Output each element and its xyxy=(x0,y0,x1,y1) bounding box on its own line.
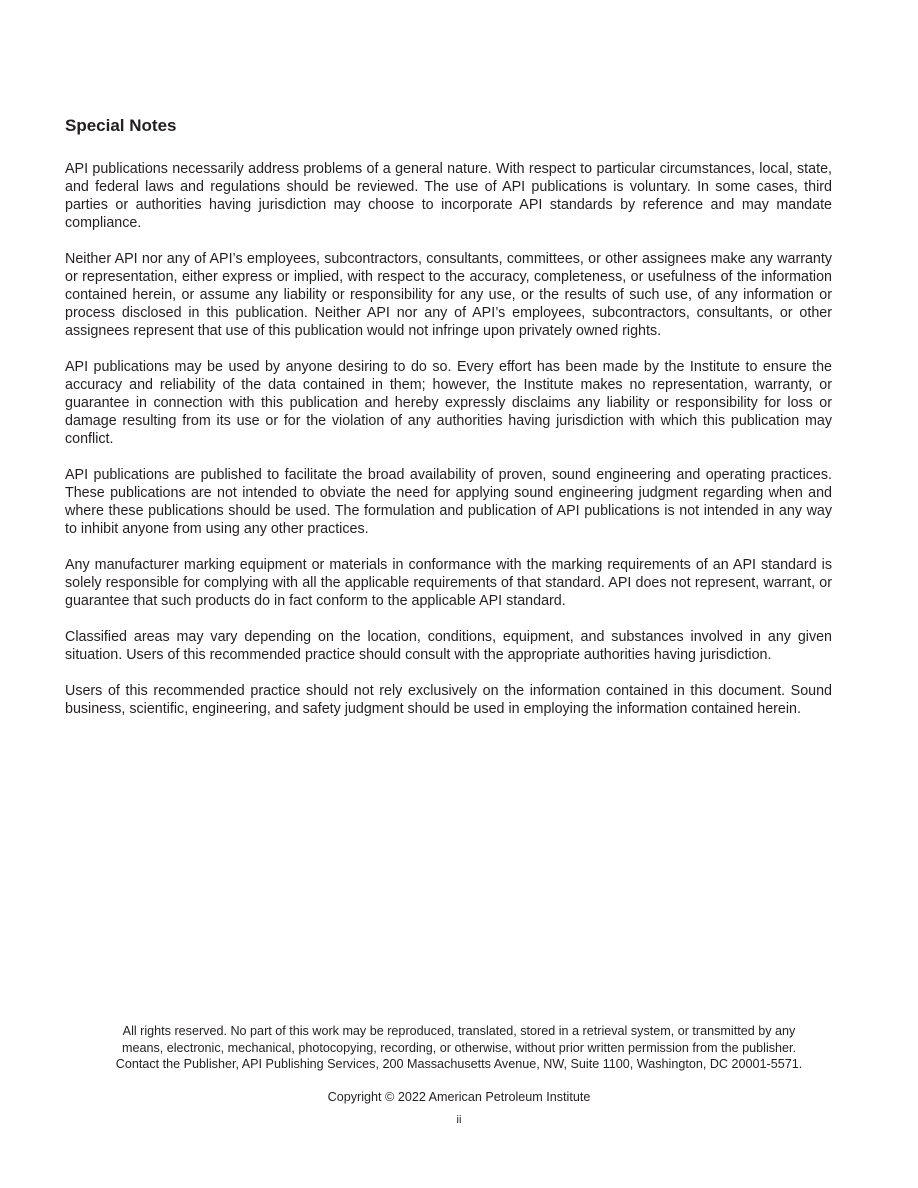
paragraph-user-judgment: Users of this recommended practice should not rely exclusively on the information contained in this document. Sound business, scientific, engineering, and safety judgment should be used in employing the information contained herein. xyxy=(65,683,832,717)
page-number: ii xyxy=(456,1114,462,1126)
paragraph-manufacturer-marking: Any manufacturer marking equipment or materials in conformance with the marking requirements of an API standard is solely responsible for complying with all the applicable requirements of that standard. API does not represent, warrant, or guarantee that such products do in fact conform to the applicable API standard. xyxy=(65,557,832,609)
page-title: Special Notes xyxy=(65,116,177,135)
rights-line: Contact the Publisher, API Publishing Services, 200 Massachusetts Avenue, NW, Suite 1100, Washington, DC 20001-5571. xyxy=(115,1057,803,1071)
paragraph-general-nature: API publications necessarily address problems of a general nature. With respect to particular circumstances, local, state, and federal laws and regulations should be reviewed. The use of API publications is voluntary. In some cases, third parties or authorities having jurisdiction may choose to incorporate API standards by reference and may mandate compliance. xyxy=(65,161,832,231)
paragraph-classified-areas: Classified areas may vary depending on the location, conditions, equipment, and substances involved in any given situation. Users of this recommended practice should consult with the appropriate authorities having jurisdiction. xyxy=(65,629,832,663)
special-notes-body xyxy=(65,160,832,736)
rights-notice xyxy=(60,1023,858,1073)
paragraph-use-by-anyone: API publications may be used by anyone desiring to do so. Every effort has been made by the Institute to ensure the accuracy and reliability of the data contained in them; however, the Institute makes no representation, warranty, or guarantee in connection with this publication and hereby expressly disclaims any liability or responsibility for loss or damage resulting from its use or for the violation of any authorities having jurisdiction with which this publication may conflict. xyxy=(65,359,832,447)
rights-line: means, electronic, mechanical, photocopying, recording, or otherwise, without prior written permission from the publisher. xyxy=(121,1040,797,1055)
paragraph-broad-availability: API publications are published to facilitate the broad availability of proven, sound engineering and operating practices. These publications are not intended to obviate the need for applying sound engineering judgment regarding when and where these publications should be used. The formulation and publication of API publications is not intended in any way to inhibit anyone from using any other practices. xyxy=(65,467,832,537)
copyright-notice: Copyright © 2022 American Petroleum Institute xyxy=(327,1090,591,1104)
paragraph-no-warranty: Neither API nor any of API’s employees, subcontractors, consultants, committees, or other assignees make any warranty or representation, either express or implied, with respect to the accuracy, completeness, or usefulness of the information contained herein, or assume any liability or responsibility for any use, or the results of such use, of any information or process disclosed in this publication. Neither API nor any of API’s employees, subcontractors, consultants, or other assignees represent that use of this publication would not infringe upon privately owned rights. xyxy=(65,251,832,339)
rights-line: All rights reserved. No part of this work may be reproduced, translated, stored in a retrieval system, or transmitted by any xyxy=(122,1024,796,1038)
